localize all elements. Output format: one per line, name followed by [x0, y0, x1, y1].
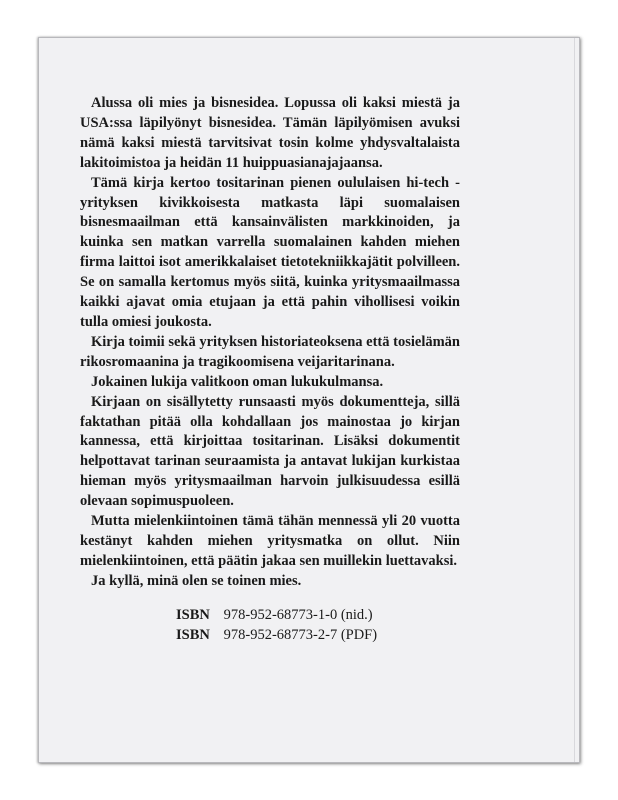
paragraph-3: Kirja toimii sekä yrityksen historiateoksena että tosielämän rikosromaanina ja tragikoomisena veijaritarinana.: [80, 333, 460, 370]
cover-edge: [574, 38, 575, 762]
isbn-row-pdf: [176, 625, 377, 645]
isbn-value: 978-952-68773-2-7 (PDF): [223, 627, 378, 643]
isbn-label: ISBN: [176, 627, 210, 643]
paragraph-2: Tämä kirja kertoo tositarinan pienen oululaisen hi-tech -yrityksen kivikkoisesta matkasta läpi suomalaisen bisnesmaailman että kansainvälisten markkinoiden, ja kuinka sen matkan varrella suomalainen kahden miehen firma laittoi isot amerikkalaiset tietotekniikkajätit polvilleen. Se on samalla kertomus myös siitä, kuinka yritysmaailmassa kaikki ajavat omia etujaan ja että pahin vihollisesi voikin tulla omiesi joukosta.: [80, 174, 460, 330]
isbn-row-print: [176, 605, 377, 625]
paragraph-1: Alussa oli mies ja bisnesidea. Lopussa oli kaksi miestä ja USA:ssa läpilyönyt bisnesidea. Tämän läpilyömisen avuksi nämä kaksi miestä tarvitsivat tosin kolme yhdysvaltalaista lakitoimistoa ja heidän 11 huippuasianajajaansa.: [80, 95, 460, 171]
isbn-value: 978-952-68773-1-0 (nid.): [223, 607, 373, 623]
paragraph-4: Jokainen lukija valitkoon oman lukukulmansa.: [91, 373, 384, 390]
paragraph-6: Mutta mielenkiintoinen tämä tähän mennessä yli 20 vuotta kestänyt kahden miehen yritysmatka on ollut. Niin mielenkiintoinen, että päätin jakaa sen muillekin luettavaksi.: [80, 513, 460, 569]
blurb-text: [80, 94, 460, 592]
paragraph-5: Kirjaan on sisällytetty runsaasti myös dokumentteja, sillä faktathan pitää olla kohdallaan jos mainostaa jo kirjan kannessa, että kirjoittaa tositarinan. Lisäksi dokumentit helpottavat tarinan seuraamista ja antavat lukijan kurkistaa hieman myös yritysmaailman harvoin julkisuudessa esillä olevaan sopimuspuoleen.: [80, 393, 460, 510]
isbn-label: ISBN: [176, 607, 210, 623]
isbn-block: [176, 605, 377, 645]
paragraph-7: Ja kyllä, minä olen se toinen mies.: [91, 572, 302, 589]
